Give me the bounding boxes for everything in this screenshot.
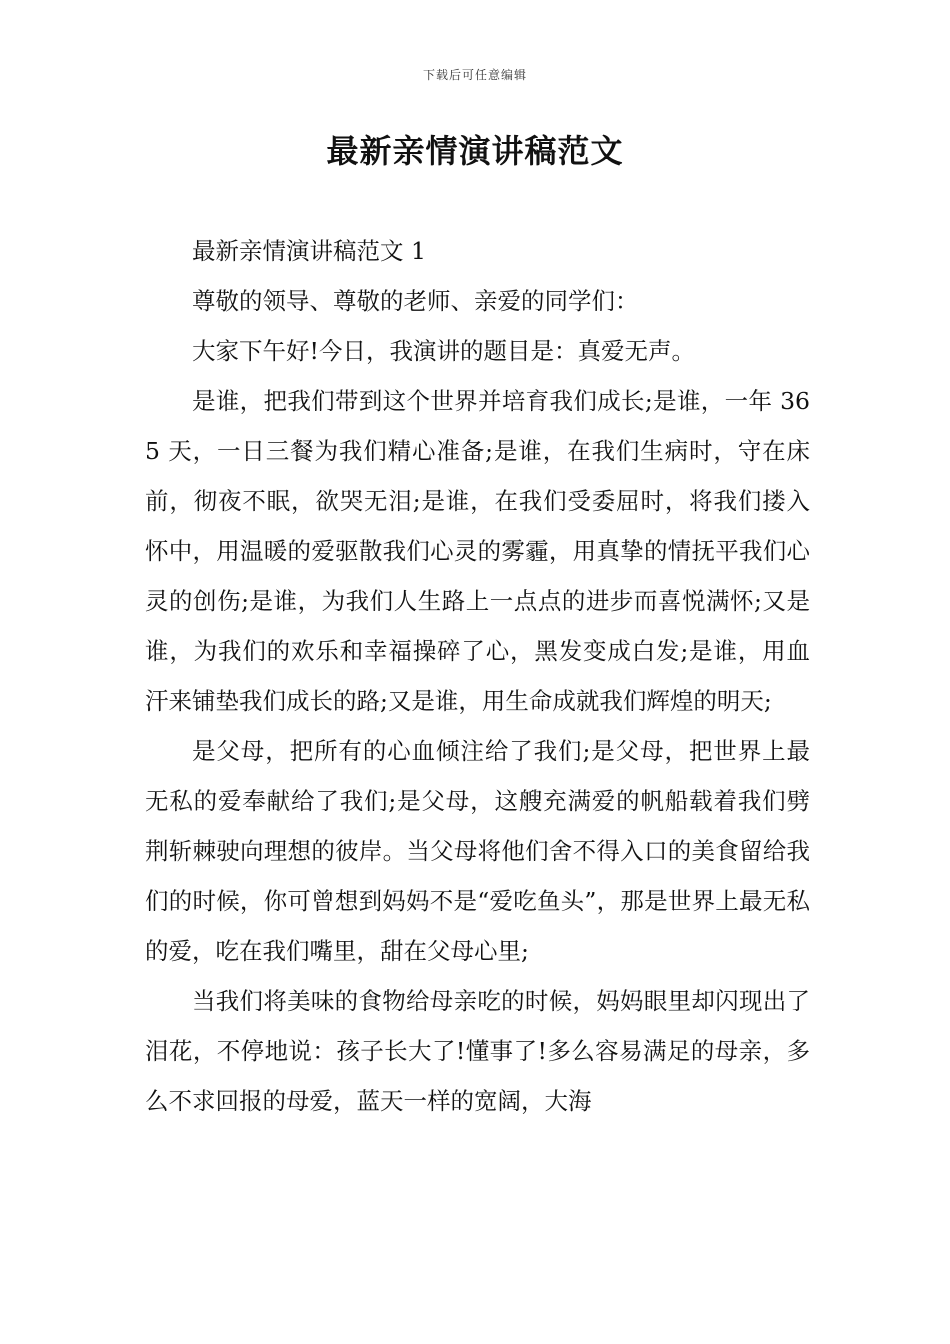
paragraph-6: 当我们将美味的食物给母亲吃的时候，妈妈眼里却闪现出了泪花，不停地说：孩子长大了!懂事了!多么容易满足的母亲，多么不求回报的母爱，蓝天一样的宽阔，大海	[145, 987, 810, 1115]
document-body	[145, 226, 810, 1126]
paragraph-1: 最新亲情演讲稿范文 1	[192, 237, 426, 265]
paragraph-3: 大家下午好!今日，我演讲的题目是：真爱无声。	[192, 337, 695, 365]
document-title: 最新亲情演讲稿范文	[326, 132, 624, 170]
paragraph-4: 是谁，把我们带到这个世界并培育我们成长;是谁，一年 365 天，一日三餐为我们精心准备;是谁，在我们生病时，守在床前，彻夜不眠，欲哭无泪;是谁，在我们受委屈时，将我们搂入怀中，用温暖的爱驱散我们心灵的雾霾，用真挚的情抚平我们心灵的创伤;是谁，为我们人生路上一点点的进步而喜悦满怀;又是谁，为我们的欢乐和幸福操碎了心，黑发变成白发;是谁，用血汗来铺垫我们成长的路;又是谁，用生命成就我们辉煌的明天;	[145, 387, 810, 715]
paragraph-2: 尊敬的领导、尊敬的老师、亲爱的同学们：	[192, 287, 639, 315]
paragraph-5: 是父母，把所有的心血倾注给了我们;是父母，把世界上最无私的爱奉献给了我们;是父母，这艘充满爱的帆船载着我们劈荆斩棘驶向理想的彼岸。当父母将他们舍不得入口的美食留给我们的时候，你可曾想到妈妈不是“爱吃鱼头”，那是世界上最无私的爱，吃在我们嘴里，甜在父母心里;	[145, 737, 810, 965]
header-note: 下载后可任意编辑	[422, 68, 527, 82]
